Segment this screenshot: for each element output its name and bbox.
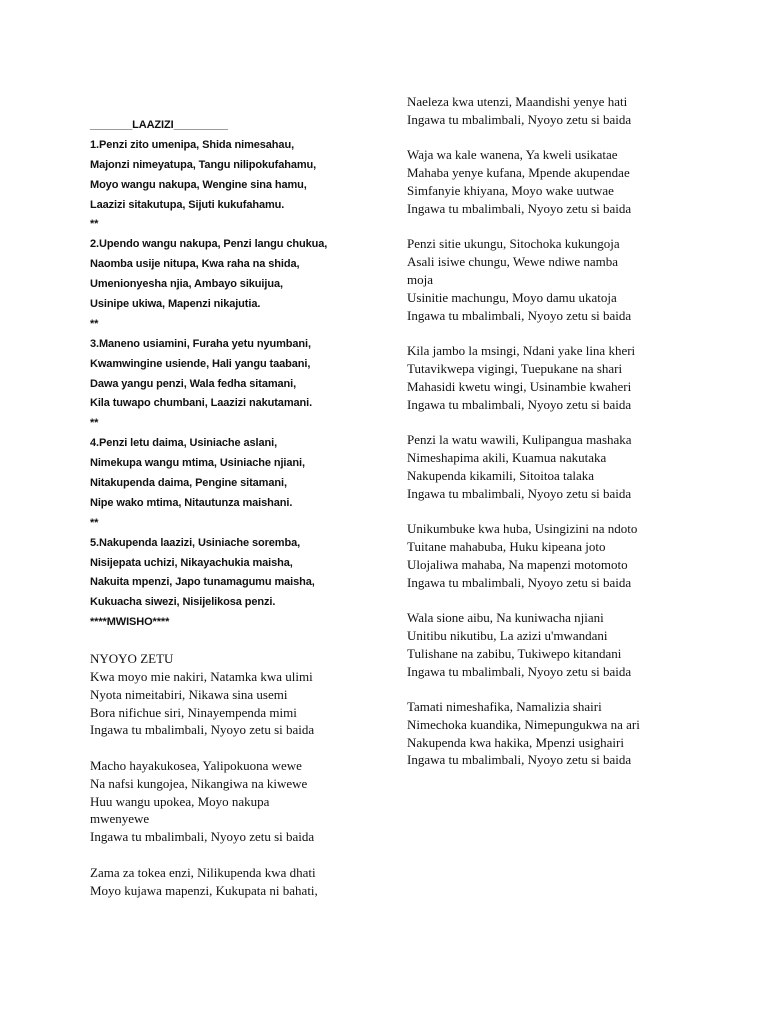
poem-line: Nipe wako mtima, Nitautunza maishani. (90, 496, 293, 509)
stanza-line: Waja wa kale wanena, Ya kweli usikatae (407, 147, 618, 163)
stanza (407, 342, 640, 413)
poem-lines (90, 136, 327, 633)
stanza-line: Zama za tokea enzi, Nilikupenda kwa dhati (90, 864, 316, 880)
stanza-line: Usinitie machungu, Moyo damu ukatoja (407, 289, 617, 305)
stanza-line: Nakupenda kikamili, Sitoitoa talaka (407, 467, 595, 483)
stanza (90, 668, 318, 739)
stanza-line: Nakupenda kwa hakika, Mpenzi usighairi (407, 734, 624, 750)
poem-line: Moyo wangu nakupa, Wengine sina hamu, (90, 178, 307, 191)
stanza-line: Ingawa tu mbalimbali, Nyoyo zetu si baida (90, 829, 315, 845)
stanza-line: Ingawa tu mbalimbali, Nyoyo zetu si baida (90, 722, 315, 738)
stanza-line: Penzi la watu wawili, Kulipangua mashaka (407, 432, 632, 448)
poem-line: Nakuita mpenzi, Japo tunamagumu maisha, (90, 576, 315, 589)
poem-nyoyo-zetu-right (407, 93, 640, 769)
stanza-line: Unikumbuke kwa huba, Usingizini na ndoto (407, 521, 638, 537)
stanza-line: Penzi sitie ukungu, Sitochoka kukungoja (407, 236, 620, 252)
poem-line: 4.Penzi letu daima, Usiniache aslani, (90, 437, 278, 450)
poem-line: 1.Penzi zito umenipa, Shida nimesahau, (90, 138, 295, 151)
stanza (407, 235, 640, 324)
stanza-line: Unitibu nikutibu, La azizi u'mwandani (407, 627, 608, 643)
stanza-line: Ingawa tu mbalimbali, Nyoyo zetu si baida (407, 307, 632, 323)
stanza-line: Tulishane na zabibu, Tukiwepo kitandani (407, 645, 622, 661)
stanza-line: Macho hayakukosea, Yalipokuona wewe (90, 757, 302, 773)
poem-line: ** (90, 218, 99, 231)
poem-stanzas (90, 668, 318, 899)
poem-line: Kila tuwapo chumbani, Laazizi nakutamani. (90, 397, 313, 410)
stanza (90, 757, 318, 846)
stanza-line: Kwa moyo mie nakiri, Natamka kwa ulimi (90, 669, 313, 684)
poem-line: ****MWISHO**** (90, 616, 170, 629)
poem-stanzas (407, 93, 640, 769)
stanza-line: moja (407, 271, 433, 287)
stanza-line: Nimeshapima akili, Kuamua nakutaka (407, 449, 607, 465)
poem-line: Dawa yangu penzi, Wala fedha sitamani, (90, 377, 297, 390)
stanza-line: Nimechoka kuandika, Nimepungukwa na ari (407, 716, 640, 732)
stanza-line: Asali isiwe chungu, Wewe ndiwe namba (407, 254, 618, 270)
stanza-line: Ingawa tu mbalimbali, Nyoyo zetu si baida (407, 574, 632, 590)
stanza-line: Tuitane mahabuba, Huku kipeana joto (407, 538, 606, 554)
poem-laazizi (90, 116, 327, 633)
poem-title: NYOYO ZETU (90, 651, 174, 666)
poem-line: Usinipe ukiwa, Mapenzi nikajutia. (90, 298, 261, 311)
poem-title: _______LAAZIZI_________ (90, 119, 228, 131)
stanza-line: Simfanyie khiyana, Moyo wake uutwae (407, 182, 614, 198)
stanza-line: Mahaba yenye kufana, Mpende akupendae (407, 165, 630, 181)
stanza-line: Bora nifichue siri, Ninayempenda mimi (90, 704, 297, 720)
stanza-line: Ingawa tu mbalimbali, Nyoyo zetu si baida (407, 396, 632, 412)
stanza (407, 520, 640, 591)
stanza-line: Nyota nimeitabiri, Nikawa sina usemi (90, 686, 288, 702)
poem-line: 5.Nakupenda laazizi, Usiniache soremba, (90, 536, 301, 549)
poem-line: Nisijepata uchizi, Nikayachukia maisha, (90, 556, 293, 569)
stanza (407, 146, 640, 217)
stanza (407, 431, 640, 502)
poem-line: Nimekupa wangu mtima, Usiniache njiani, (90, 457, 305, 470)
stanza-line: Ingawa tu mbalimbali, Nyoyo zetu si baida (407, 200, 632, 216)
poem-line: Majonzi nimeyatupa, Tangu nilipokufahamu, (90, 158, 317, 171)
stanza-line: Huu wangu upokea, Moyo nakupa (90, 793, 270, 809)
stanza (407, 93, 640, 129)
stanza (407, 698, 640, 769)
poem-line: 3.Maneno usiamini, Furaha yetu nyumbani, (90, 337, 311, 350)
stanza-line: Naeleza kwa utenzi, Maandishi yenye hati (407, 94, 628, 109)
stanza-line: Kila jambo la msingi, Ndani yake lina kheri (407, 343, 636, 359)
poem-line: 2.Upendo wangu nakupa, Penzi langu chukua, (90, 238, 328, 251)
poem-line: Naomba usije nitupa, Kwa raha na shida, (90, 258, 300, 271)
stanza-line: Tamati nimeshafika, Namalizia shairi (407, 699, 602, 715)
stanza-line: Moyo kujawa mapenzi, Kukupata ni bahati, (90, 882, 318, 898)
stanza-line: Ulojaliwa mahaba, Na mapenzi motomoto (407, 556, 628, 572)
stanza-line: Mahasidi kwetu wingi, Usinambie kwaheri (407, 378, 632, 394)
stanza (407, 609, 640, 680)
poem-line: Nitakupenda daima, Pengine sitamani, (90, 477, 287, 490)
poem-line: Umenionyesha njia, Ambayo sikuijua, (90, 278, 283, 291)
poem-line: Laazizi sitakutupa, Sijuti kukufahamu. (90, 198, 285, 211)
stanza-line: Na nafsi kungojea, Nikangiwa na kiwewe (90, 775, 308, 791)
stanza-line: Wala sione aibu, Na kuniwacha njiani (407, 610, 604, 626)
stanza-line: mwenyewe (90, 811, 150, 827)
poem-line: ** (90, 516, 99, 529)
stanza-line: Ingawa tu mbalimbali, Nyoyo zetu si baida (407, 111, 632, 127)
poem-line: Kwamwingine usiende, Hali yangu taabani, (90, 357, 311, 370)
poem-line: Kukuacha siwezi, Nisijelikosa penzi. (90, 596, 276, 609)
stanza-line: Ingawa tu mbalimbali, Nyoyo zetu si baida (407, 663, 632, 679)
stanza-line: Tutavikwepa vigingi, Tuepukane na shari (407, 360, 623, 376)
stanza (90, 864, 318, 900)
poem-nyoyo-zetu-left (90, 650, 318, 899)
stanza-line: Ingawa tu mbalimbali, Nyoyo zetu si baida (407, 752, 632, 768)
poem-line: ** (90, 317, 99, 330)
poem-line: ** (90, 417, 99, 430)
stanza-line: Ingawa tu mbalimbali, Nyoyo zetu si baida (407, 485, 632, 501)
